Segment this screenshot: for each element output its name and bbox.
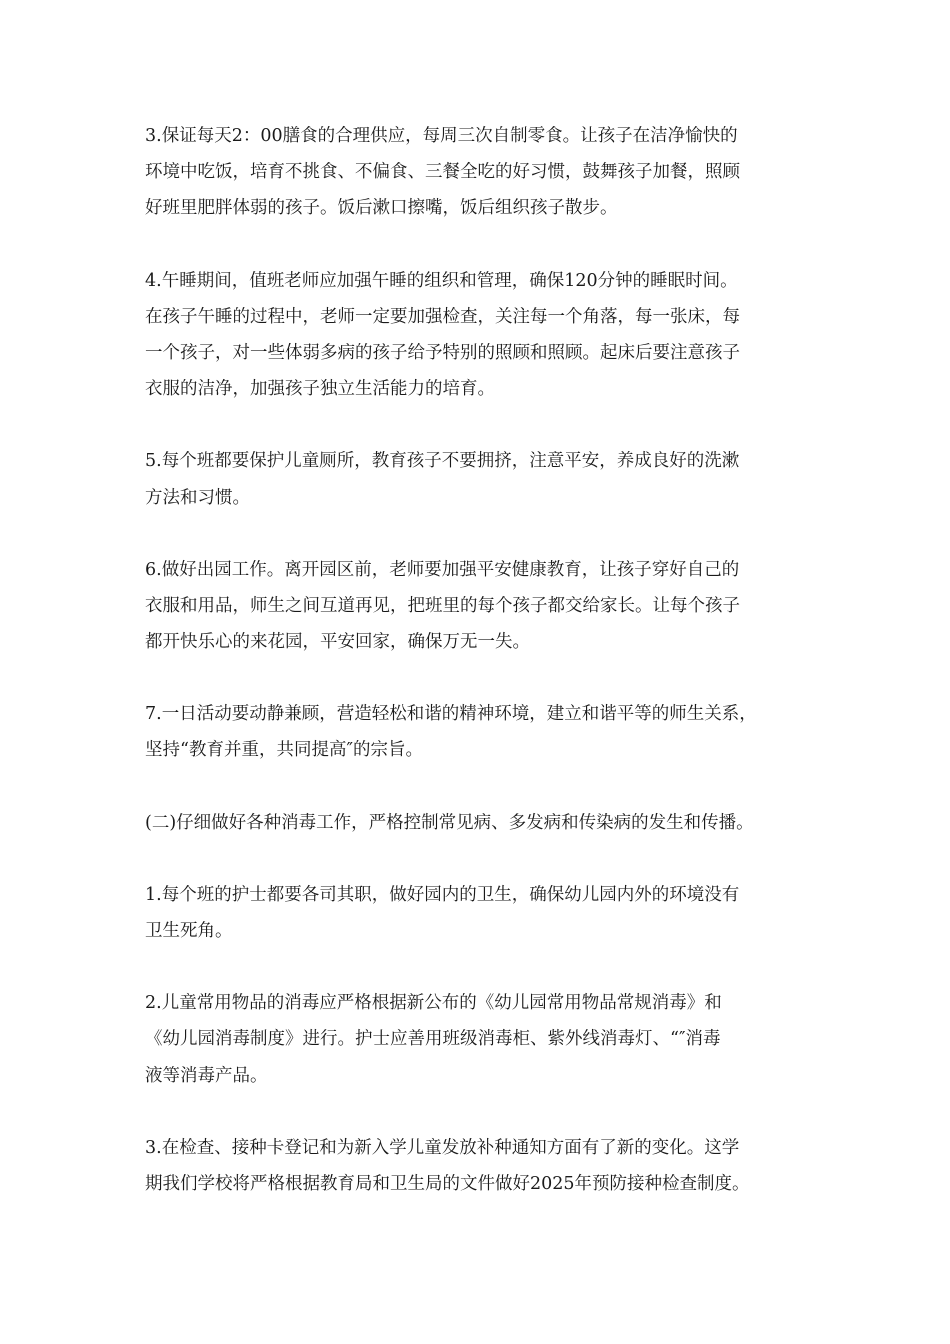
- text-line: 衣服的洁净，加强孩子独立生活能力的培育。: [145, 379, 495, 400]
- text-line: 7.一日活动要动静兼顾，营造轻松和谐的精神环境，建立和谐平等的师生关系，: [145, 704, 757, 725]
- text-line: 4.午睡期间，值班老师应加强午睡的组织和管理，确保120分钟的睡眠时间。: [145, 270, 738, 291]
- text-line: 好班里肥胖体弱的孩子。饭后漱口擦嘴，饭后组织孩子散步。: [145, 198, 618, 219]
- text-line: 液等消毒产品。: [145, 1065, 268, 1086]
- text-line: 6.做好出园工作。离开园区前，老师要加强平安健康教育，让孩子穿好自己的: [145, 559, 740, 580]
- text-line: (二)仔细做好各种消毒工作，严格控制常见病、多发病和传染病的发生和传播。: [145, 812, 754, 833]
- text-line: 一个孩子，对一些体弱多病的孩子给予特别的照顾和照顾。起床后要注意孩子: [145, 342, 740, 363]
- text-line: 期我们学校将严格根据教育局和卫生局的文件做好2025年预防接种检查制度。: [145, 1173, 750, 1194]
- paragraph-item-disinfection: [145, 985, 810, 1094]
- text-line: 在孩子午睡的过程中，老师一定要加强检查，关注每一个角落，每一张床，每: [145, 306, 740, 327]
- section-heading-disinfection: [145, 805, 810, 841]
- text-line: 2.儿童常用物品的消毒应严格根据新公布的《幼儿园常用物品常规消毒》和: [145, 993, 722, 1014]
- text-line: 衣服和用品，师生之间互道再见，把班里的每个孩子都交给家长。让每个孩子: [145, 595, 740, 616]
- text-line: 1.每个班的护士都要各司其职，做好园内的卫生，确保幼儿园内外的环境没有: [145, 884, 740, 905]
- text-line: 方法和习惯。: [145, 487, 250, 508]
- paragraph-meal-supply: [145, 118, 810, 227]
- paragraph-nap-time: [145, 263, 810, 408]
- text-line: 卫生死角。: [145, 921, 233, 941]
- paragraph-daily-activity: [145, 696, 810, 768]
- document-body: [145, 118, 810, 1238]
- text-line: 都开快乐心的来花园，平安回家，确保万无一失。: [145, 632, 530, 653]
- paragraph-toilet: [145, 443, 810, 515]
- text-line: 3.保证每天2：00膳食的合理供应，每周三次自制零食。让孩子在洁净愉快的: [145, 126, 738, 146]
- paragraph-vaccination-check: [145, 1130, 810, 1202]
- paragraph-departure: [145, 552, 810, 661]
- text-line: 《幼儿园消毒制度》进行。护士应善用班级消毒柜、紫外线消毒灯、“″消毒: [145, 1029, 721, 1050]
- text-line: 3.在检查、接种卡登记和为新入学儿童发放补种通知方面有了新的变化。这学: [145, 1137, 740, 1158]
- text-line: 5.每个班都要保护儿童厕所，教育孩子不要拥挤，注意平安，养成良好的洗漱: [145, 451, 740, 472]
- text-line: 坚持“教育并重，共同提高″的宗旨。: [145, 740, 423, 761]
- paragraph-nurse-duty: [145, 877, 810, 949]
- text-line: 环境中吃饭，培育不挑食、不偏食、三餐全吃的好习惯，鼓舞孩子加餐，照顾: [145, 162, 740, 183]
